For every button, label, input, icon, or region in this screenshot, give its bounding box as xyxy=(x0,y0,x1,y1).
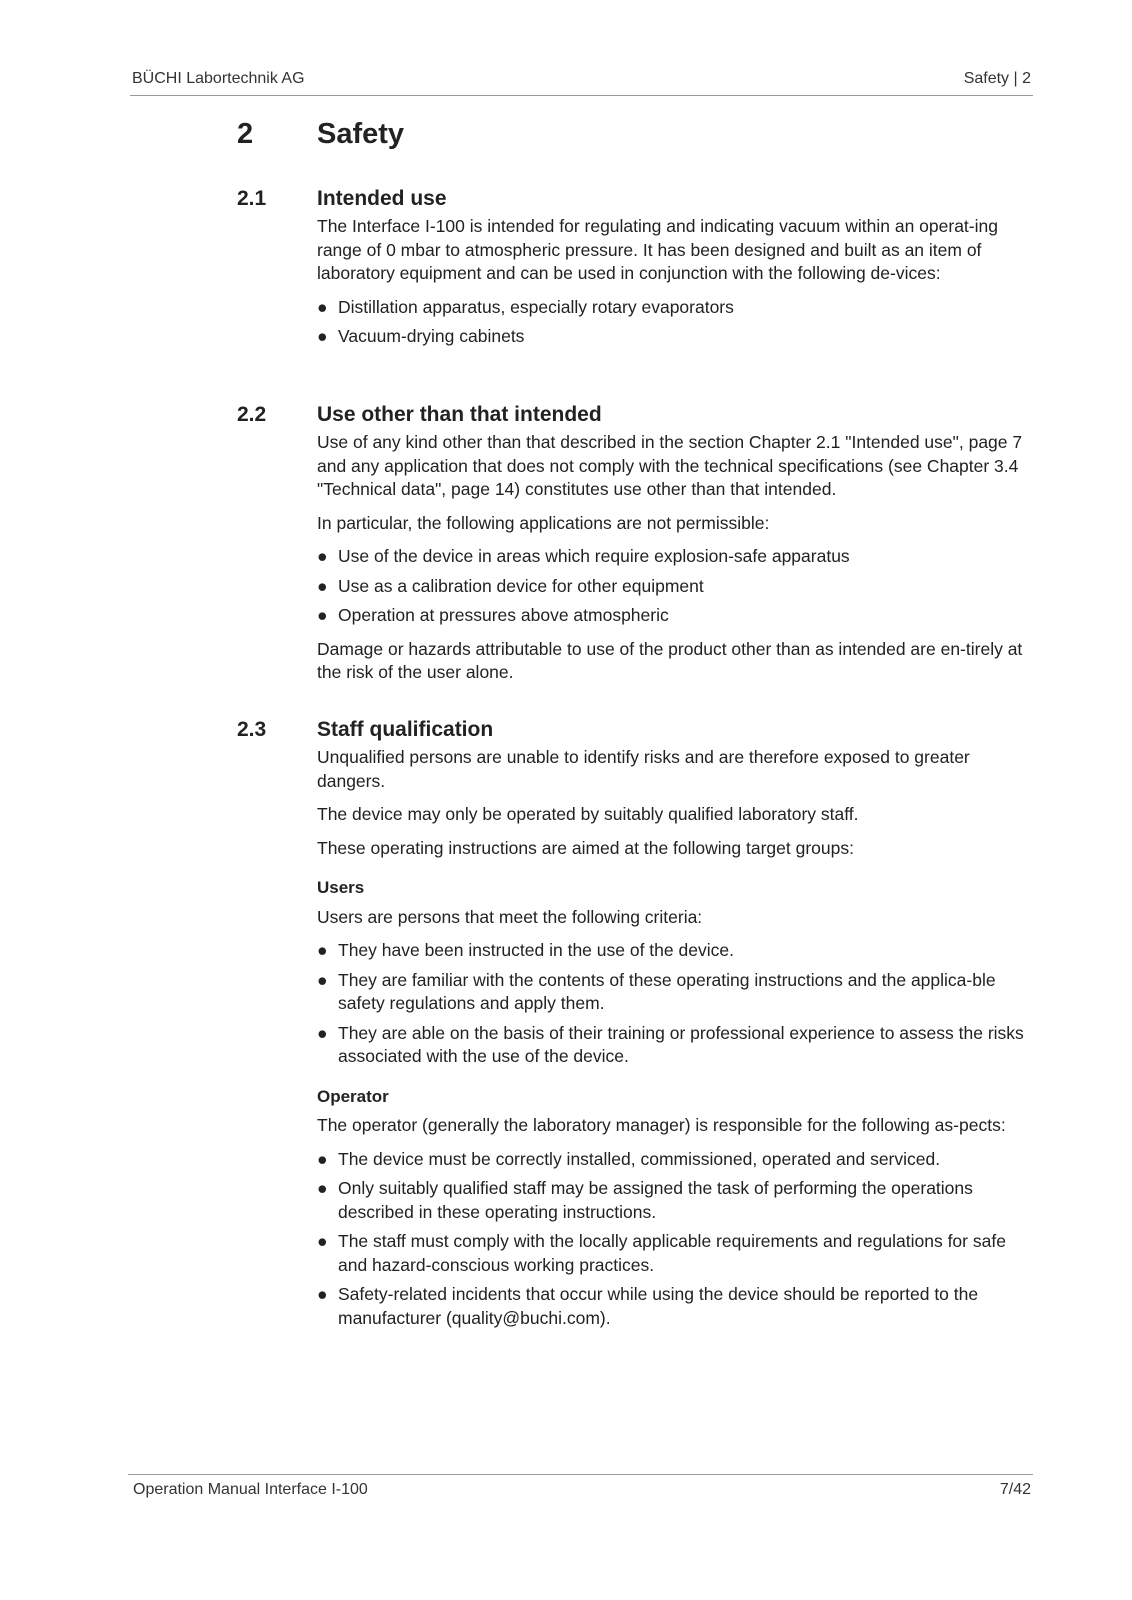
list-item-text: Vacuum-drying cabinets xyxy=(338,326,525,346)
section-body xyxy=(317,215,1032,349)
paragraph: The device may only be operated by suitably qualified laboratory staff. xyxy=(317,804,859,824)
header-company: BÜCHI Labortechnik AG xyxy=(132,70,305,87)
paragraph: Use of any kind other than that described in the section Chapter 2.1 "Intended use", page 7 and any application that does not comply with the technical specifications (see Chapter 3.4 "Technical data", page 14) constitutes use other than that intended. xyxy=(317,432,1023,499)
bullet-icon: ● xyxy=(317,605,328,625)
bullet-list xyxy=(317,939,1032,1069)
bullet-icon: ● xyxy=(317,1284,328,1304)
bullet-icon: ● xyxy=(317,1022,328,1043)
list-item xyxy=(317,325,1032,349)
list-item-text: The staff must comply with the locally applicable requirements and regulations for safe and hazard-conscious working practices. xyxy=(338,1231,1006,1275)
list-item xyxy=(317,296,1032,320)
list-item xyxy=(317,969,1032,1016)
paragraph: The operator (generally the laboratory manager) is responsible for the following as-pects: xyxy=(317,1115,1006,1135)
footer-manual-title: Operation Manual Interface I-100 xyxy=(133,1481,368,1498)
section-number: 2.2 xyxy=(237,403,267,426)
list-item-text: Use as a calibration device for other equipment xyxy=(338,575,704,596)
users-heading: Users xyxy=(317,878,365,897)
header-chapter-ref: Safety | 2 xyxy=(963,70,1031,87)
paragraph: Users are persons that meet the following criteria: xyxy=(317,906,703,927)
page-header xyxy=(130,68,1033,96)
list-item-text: Operation at pressures above atmospheric xyxy=(338,605,669,625)
bullet-icon: ● xyxy=(317,969,328,990)
list-item-text: They have been instructed in the use of the device. xyxy=(338,940,734,960)
bullet-icon: ● xyxy=(317,546,328,566)
bullet-list xyxy=(317,296,1032,349)
list-item xyxy=(317,1177,1032,1224)
bullet-icon: ● xyxy=(317,326,328,346)
list-item-text: Only suitably qualified staff may be assigned the task of performing the operations described in these operating instructions. xyxy=(338,1178,973,1222)
list-item-text: The device must be correctly installed, commissioned, operated and serviced. xyxy=(338,1148,941,1169)
bullet-icon: ● xyxy=(317,1178,328,1198)
list-item xyxy=(317,1022,1032,1069)
paragraph: These operating instructions are aimed at the following target groups: xyxy=(317,837,854,858)
chapter-number: 2 xyxy=(237,118,254,150)
list-item-text: Safety-related incidents that occur while using the device should be reported to the manufacturer (quality@buchi.com). xyxy=(338,1284,979,1328)
list-item xyxy=(317,575,1032,599)
section-number: 2.1 xyxy=(237,187,267,210)
list-item xyxy=(317,604,1032,628)
section-heading xyxy=(237,187,1037,215)
paragraph: In particular, the following applications are not permissible: xyxy=(317,512,770,533)
bullet-icon: ● xyxy=(317,1148,328,1169)
list-item xyxy=(317,939,1032,963)
page-footer xyxy=(128,1474,1033,1498)
list-item xyxy=(317,545,1032,569)
paragraph: Damage or hazards attributable to use of the product other than as intended are en-tirely at the risk of the user alone. xyxy=(317,638,1023,682)
operator-heading: Operator xyxy=(317,1086,389,1106)
list-item-text: They are familiar with the contents of these operating instructions and the applica-ble safety regulations and apply them. xyxy=(338,969,996,1013)
list-item xyxy=(317,1283,1032,1330)
section-title: Staff qualification xyxy=(317,718,494,741)
paragraph: The Interface I-100 is intended for regulating and indicating vacuum within an operat-ing range of 0 mbar to atmospheric pressure. It has been designed and built as an item of laboratory equipment and can be used in conjunction with the following de-vices: xyxy=(317,216,998,283)
section-use-other-than-intended xyxy=(237,403,1037,695)
list-item-text: Use of the device in areas which require explosion-safe apparatus xyxy=(338,546,850,566)
section-title: Intended use xyxy=(317,187,447,210)
section-heading xyxy=(237,718,1037,746)
paragraph: Unqualified persons are unable to identify risks and are therefore exposed to greater dangers. xyxy=(317,747,970,791)
bullet-icon: ● xyxy=(317,940,328,960)
bullet-icon: ● xyxy=(317,575,328,596)
section-intended-use xyxy=(237,187,1037,359)
section-number: 2.3 xyxy=(237,718,267,741)
list-item-text: Distillation apparatus, especially rotary evaporators xyxy=(338,296,734,317)
section-body xyxy=(317,746,1032,1330)
chapter-title: Safety xyxy=(317,118,405,150)
bullet-list xyxy=(317,545,1032,628)
bullet-icon: ● xyxy=(317,296,328,317)
list-item xyxy=(317,1230,1032,1277)
section-title: Use other than that intended xyxy=(317,403,602,426)
section-staff-qualification xyxy=(237,718,1037,1340)
list-item xyxy=(317,1148,1032,1172)
bullet-list xyxy=(317,1148,1032,1331)
list-item-text: They are able on the basis of their training or professional experience to assess the risks associated with the use of the device. xyxy=(338,1022,1024,1066)
bullet-icon: ● xyxy=(317,1231,328,1251)
section-heading xyxy=(237,403,1037,431)
page-number: 7/42 xyxy=(999,1481,1031,1498)
section-body xyxy=(317,431,1032,685)
